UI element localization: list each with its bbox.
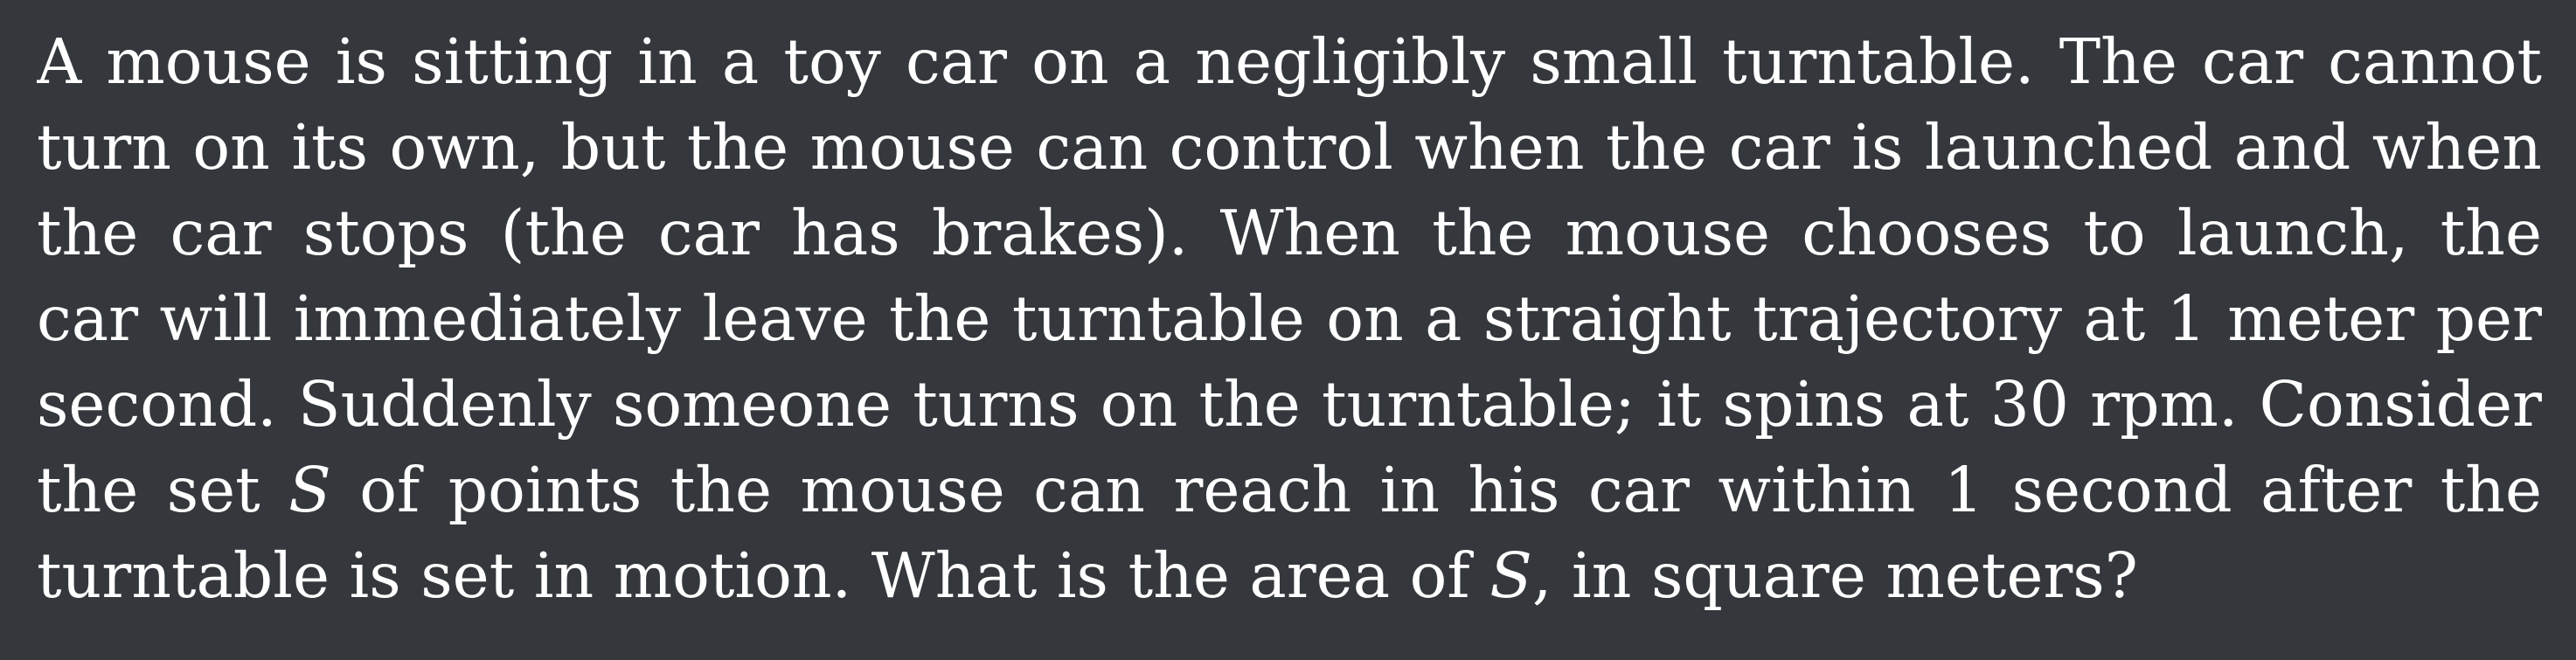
problem-line: turn on its own, but the mouse can control when the car is launched and when <box>37 111 2542 184</box>
math-variable-s: S <box>1489 539 1532 612</box>
problem-line: A mouse is sitting in a toy car on a negligibly small turntable. The car cannot <box>37 25 2542 98</box>
problem-line: the car stops (the car has brakes). When the mouse chooses to launch, the <box>37 197 2542 269</box>
problem-line: turntable is set in motion. What is the area of S, in square meters? <box>37 539 2138 612</box>
problem-statement <box>37 19 2542 619</box>
problem-line: the set S of points the mouse can reach in his car within 1 second after the <box>37 454 2542 526</box>
problem-line: car will immediately leave the turntable on a straight trajectory at 1 meter per <box>37 282 2542 355</box>
math-variable-s: S <box>288 454 331 526</box>
problem-line: second. Suddenly someone turns on the turntable; it spins at 30 rpm. Consider <box>37 368 2542 441</box>
